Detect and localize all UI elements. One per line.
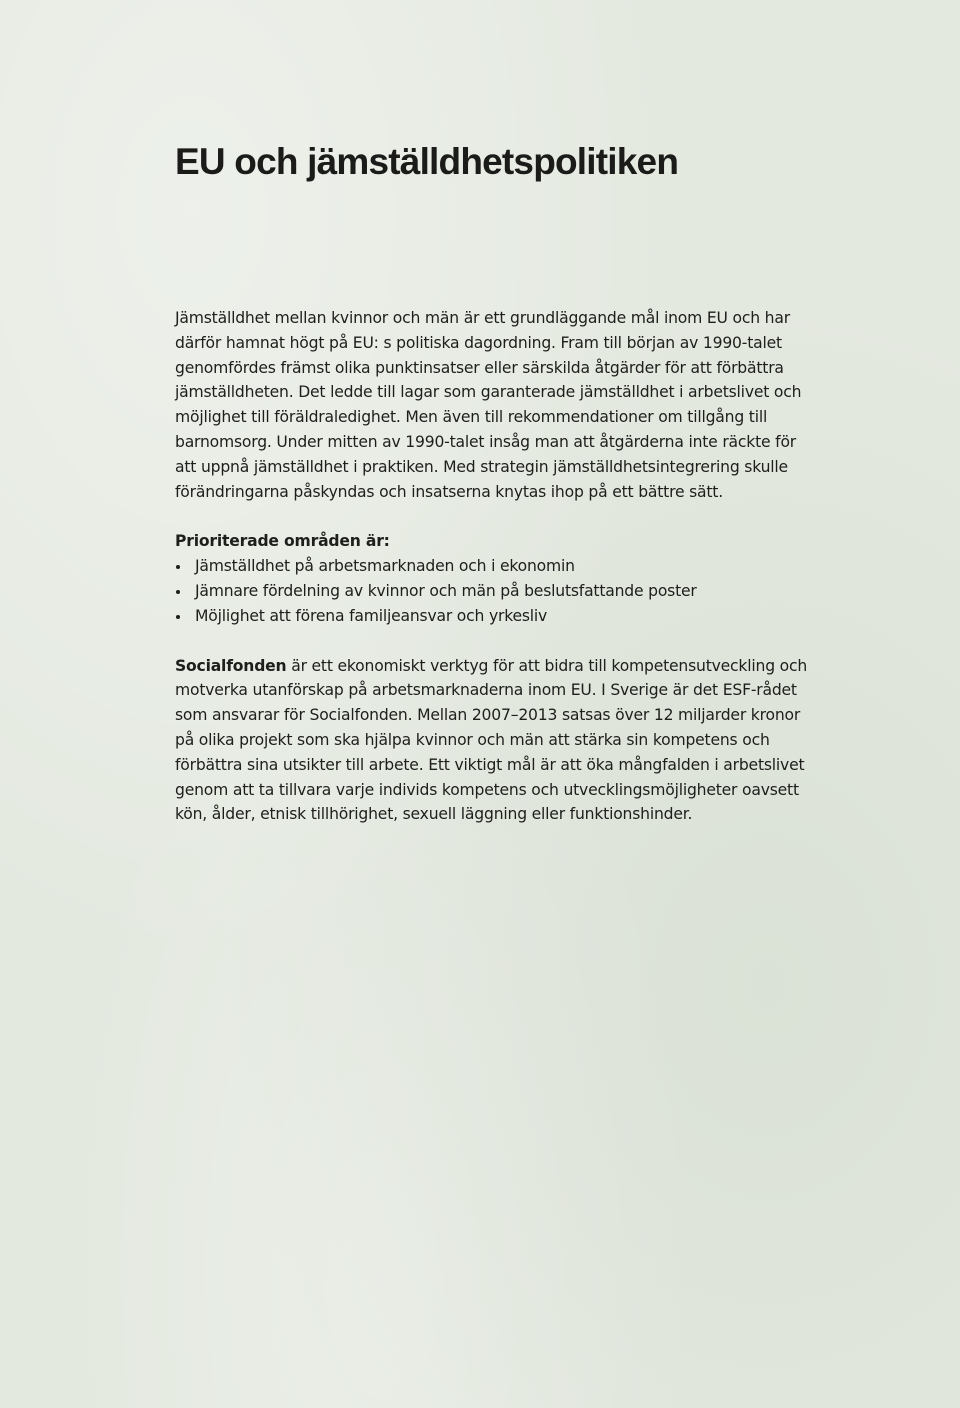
list-item [175,554,815,579]
bullet-icon [176,615,180,619]
priorities-section [175,529,815,628]
list-item [175,579,815,604]
priorities-heading: Prioriterade områden är: [175,532,390,551]
bullet-icon [176,590,180,594]
socialfonden-text: är ett ekonomiskt verktyg för att bidra till kompetensutveckling och motverka utanförskap på arbetsmarknaderna inom EU. I Sverige är det ESF-rådet som ansvarar för Socialfonden. Mellan 2007–2013 satsas över 12 miljarder kronor på olika projekt som ska hjälpa kvinnor och män att stärka sin kompetens och förbättra sina utsikter till arbete. Ett viktigt mål är att öka mångfalden i arbetslivet genom att ta tillvara varje individs kompetens och utvecklingsmöjligheter oavsett kön, ålder, etnisk tillhörighet, sexuell läggning eller funktionshinder. [175,656,808,824]
priorities-list [175,554,815,628]
intro-paragraph: Jämställdhet mellan kvinnor och män är ett grundläggande mål inom EU och har därför hamnat högt på EU: s politiska dagordning. Fram till början av 1990-talet genomfördes främst olika punktinsatser eller särskilda åtgärder för att förbättra jämställdheten. Det ledde till lagar som garanterade jämställdhet i arbetslivet och möjlighet till föräldraledighet. Men även till rekommendationer om tillgång till barnomsorg. Under mitten av 1990-talet insåg man att åtgärderna inte räckte för att uppnå jämställdhet i praktiken. Med strategin jämställdhetsintegrering skulle förändringarna påskyndas och insatserna knytas ihop på ett bättre sätt. [175,309,802,501]
list-item-text: Jämnare fördelning av kvinnor och män på beslutsfattande poster [195,581,697,600]
document-page [175,140,815,827]
socialfonden-lead: Socialfonden [175,656,287,675]
socialfonden-paragraph [175,654,815,828]
list-item-text: Jämställdhet på arbetsmarknaden och i ekonomin [195,557,575,576]
list-item-text: Möjlighet att förena familjeansvar och yrkesliv [195,606,548,625]
bullet-icon [176,565,180,569]
list-item [175,604,815,629]
page-title: EU och jämställdhetspolitiken [175,141,679,182]
